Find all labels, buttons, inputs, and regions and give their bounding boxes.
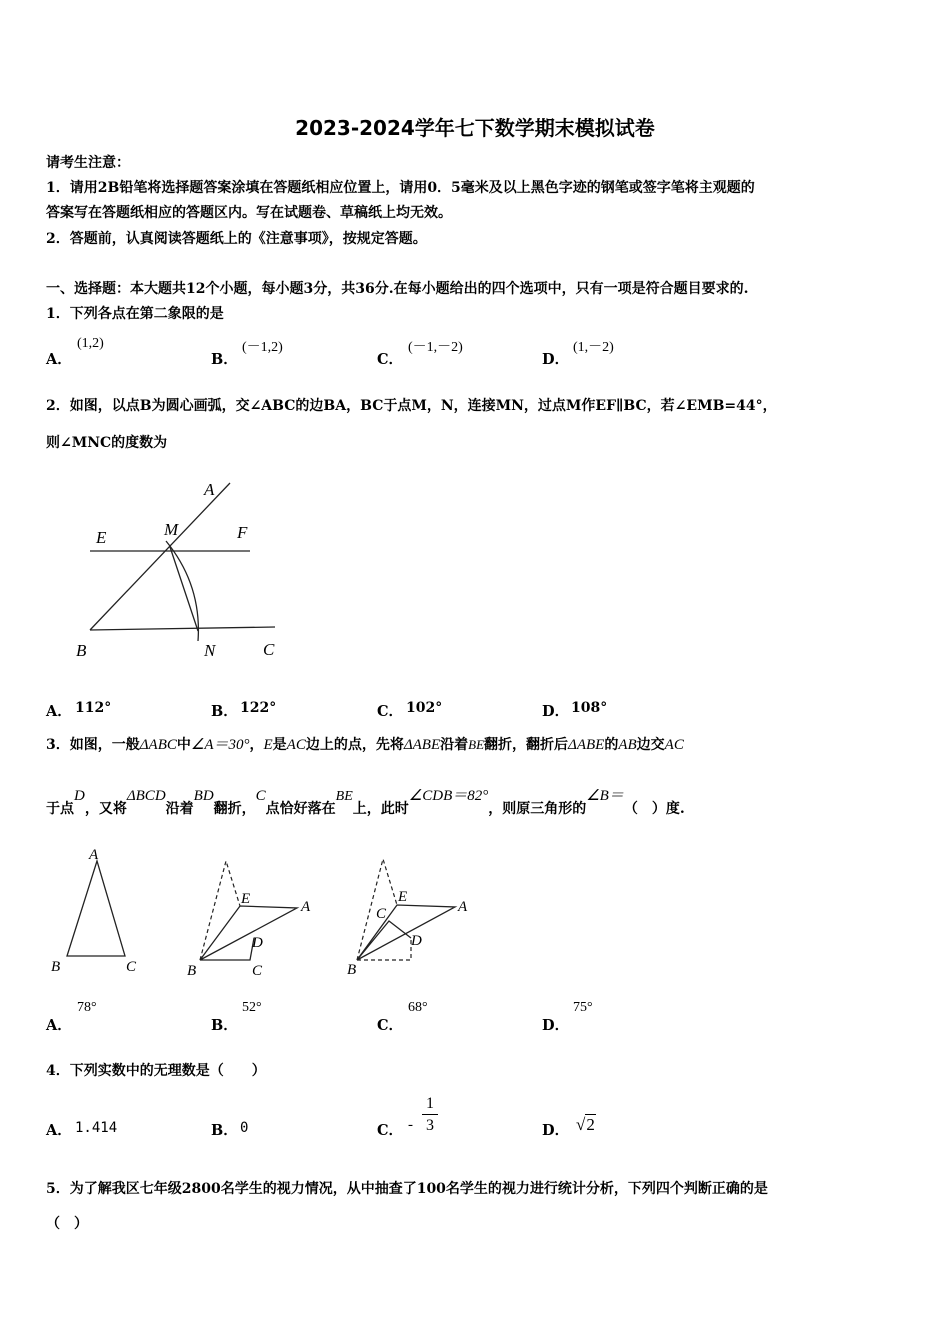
q3-math: AB: [618, 737, 637, 753]
q3-option-d-value: 75°: [573, 1000, 593, 1015]
q3-fig1-label-b: B: [51, 959, 61, 975]
q3-text: 点恰好落在: [265, 801, 336, 817]
q3-option-b-value: 52°: [242, 1000, 262, 1015]
q4-radicand: 2: [586, 1115, 595, 1134]
q3-text: ，: [249, 737, 264, 753]
q3-fig3-lines: [357, 905, 455, 960]
q3-fig3-label-d: D: [411, 933, 422, 949]
q3-math: BE: [335, 789, 353, 804]
q3-fig2-label-d: D: [252, 935, 263, 951]
q3-text: 边交: [636, 737, 665, 753]
q3-text: 的: [604, 737, 619, 753]
q1-option-a-label: A．: [46, 351, 72, 368]
q1-stem: 1．下列各点在第二象限的是: [46, 306, 224, 322]
q1-option-b-label: B．: [211, 351, 238, 368]
q3-fig3-label-c: C: [376, 906, 387, 922]
q2-label-n: N: [204, 641, 216, 660]
q4-option-b-value: 0: [240, 1120, 249, 1136]
q2-stem-line-1: 2．如图，以点B为圆心画弧，交∠ABC的边BA，BC于点M，N，连接MN，过点M作EF∥BC，若∠EMB=44°，: [46, 398, 777, 414]
q3-text: ，又将: [84, 801, 127, 817]
q3-fig1-label-a: A: [89, 847, 99, 863]
q3-option-b-label: B．: [211, 1017, 238, 1034]
q3-option-a-value: 78°: [77, 1000, 97, 1015]
q4-fraction-denominator: 3: [426, 1117, 434, 1134]
q3-math: C: [255, 788, 266, 804]
q2-segment-mn: [170, 547, 198, 631]
q2-label-e: E: [96, 528, 107, 547]
q3-text: ，则原三角形的: [488, 801, 587, 817]
notice-line-3: 2．答题前，认真阅读答题纸上的《注意事项》，按规定答题。: [46, 231, 427, 247]
q3-math: BE: [468, 737, 485, 752]
q3-math: ΔBCD: [126, 788, 166, 804]
q1-option-a-value: (1,2): [77, 336, 104, 351]
q4-fraction-numerator: 1: [426, 1095, 434, 1112]
q3-math: ΔABE: [403, 737, 441, 753]
q1-option-c-value: (－1,－2): [408, 340, 463, 355]
q2-label-c: C: [263, 640, 275, 659]
q3-math: BD: [193, 788, 214, 804]
q3-fig2-dashed: [200, 861, 240, 960]
q3-fig1-triangle: [67, 861, 125, 956]
q5-stem-line-1: 5．为了解我区七年级2800名学生的视力情况，从中抽查了100名学生的视力进行统计分析，下列四个判断正确的是: [46, 1181, 768, 1197]
section-heading: 一、选择题：本大题共12个小题，每小题3分，共36分.在每小题给出的四个选项中，只有一项是符合题目要求的.: [46, 281, 749, 297]
q3-math: ∠A＝30°: [190, 737, 250, 753]
q2-label-a: A: [204, 480, 215, 499]
q3-text: 于点: [46, 801, 74, 817]
q2-option-a-value: 112°: [75, 700, 112, 716]
q3-option-a-label: A．: [46, 1017, 72, 1034]
q2-line-ba: [90, 483, 230, 630]
q4-option-a-label: A．: [46, 1122, 72, 1139]
notice-line-1: 1．请用2B铅笔将选择题答案涂填在答题纸相应位置上，请用0．5毫米及以上黑色字迹的钢笔或签字笔将主观题的: [46, 180, 755, 196]
q1-option-b-value: (－1,2): [242, 340, 283, 355]
q3-fig3-label-b: B: [347, 962, 357, 978]
q4-option-c-sign: -: [408, 1117, 413, 1133]
q3-stem-line-2: [46, 788, 685, 818]
q3-text: 中: [176, 737, 191, 753]
q2-figure: [70, 475, 290, 670]
q3-text: 翻折，: [213, 801, 256, 817]
q3-text: 边上的点，先将: [305, 737, 404, 753]
q2-option-c-value: 102°: [406, 700, 443, 716]
q3-math: E: [263, 737, 273, 753]
q3-fig3-label-e: E: [398, 889, 408, 905]
q2-option-d-value: 108°: [571, 700, 608, 716]
q3-text: 上，此时: [352, 801, 409, 817]
q3-math: AC: [664, 737, 684, 753]
q3-math: ΔABE: [568, 737, 605, 753]
q5-stem-line-2: （ ）: [46, 1216, 88, 1232]
q3-math: ∠CDB＝82°: [408, 788, 489, 804]
q2-option-b-value: 122°: [240, 700, 277, 716]
q2-label-m: M: [164, 520, 179, 539]
q4-option-a-value: 1.414: [75, 1120, 118, 1136]
q3-text: （ ）度.: [623, 801, 685, 817]
q3-math: D: [74, 788, 85, 804]
q3-math: AC: [286, 737, 306, 753]
q3-fig2-label-c: C: [252, 963, 263, 979]
q3-fig1-label-c: C: [126, 959, 137, 975]
q2-line-bc: [90, 627, 275, 630]
q3-stem-line-1: [46, 733, 684, 754]
q2-option-b-label: B．: [211, 703, 238, 720]
q4-option-b-label: B．: [211, 1122, 238, 1139]
q3-fig2-label-a: A: [301, 899, 311, 915]
q3-option-c-label: C．: [377, 1017, 404, 1034]
q4-option-c-label: C．: [377, 1122, 404, 1139]
q1-option-d-value: (1,－2): [573, 340, 614, 355]
q3-fig2-lines: [200, 906, 297, 960]
q2-option-a-label: A．: [46, 703, 72, 720]
notice-heading: 请考生注意：: [46, 155, 130, 171]
q2-stem-line-2: 则∠MNC的度数为: [46, 435, 168, 451]
q3-text: 沿着: [440, 737, 469, 753]
q3-fig2-label-b: B: [187, 963, 197, 979]
q4-option-d-label: D．: [542, 1122, 570, 1139]
q3-option-c-value: 68°: [408, 1000, 428, 1015]
q3-text: 3．如图，一般: [46, 737, 140, 753]
notice-line-2: 答案写在答题纸相应的答题区内。写在试题卷、草稿纸上均无效。: [46, 205, 452, 221]
q3-text: 是: [272, 737, 287, 753]
q3-figures: [45, 843, 475, 983]
q2-label-f: F: [237, 523, 248, 542]
q3-math: ∠B＝: [586, 788, 624, 804]
q3-fig2-label-e: E: [241, 891, 251, 907]
q1-option-d-label: D．: [542, 351, 570, 368]
q4-option-d-radical: √2: [576, 1115, 595, 1134]
q3-fig3-label-a: A: [458, 899, 468, 915]
q2-option-c-label: C．: [377, 703, 404, 720]
q1-option-c-label: C．: [377, 351, 404, 368]
q2-option-d-label: D．: [542, 703, 570, 720]
q3-math: ΔABC: [139, 737, 177, 753]
q3-text: 翻折，翻折后: [484, 737, 569, 753]
q4-stem: 4．下列实数中的无理数是（ ）: [46, 1063, 266, 1079]
q3-text: 沿着: [165, 801, 194, 817]
q3-option-d-label: D．: [542, 1017, 570, 1034]
q4-fraction-bar: [422, 1114, 438, 1115]
q4-option-c-fraction: [422, 1094, 438, 1135]
q2-label-b: B: [76, 641, 87, 660]
page-title: 2023-2024学年七下数学期末模拟试卷: [295, 116, 655, 140]
q2-arc: [166, 541, 198, 641]
